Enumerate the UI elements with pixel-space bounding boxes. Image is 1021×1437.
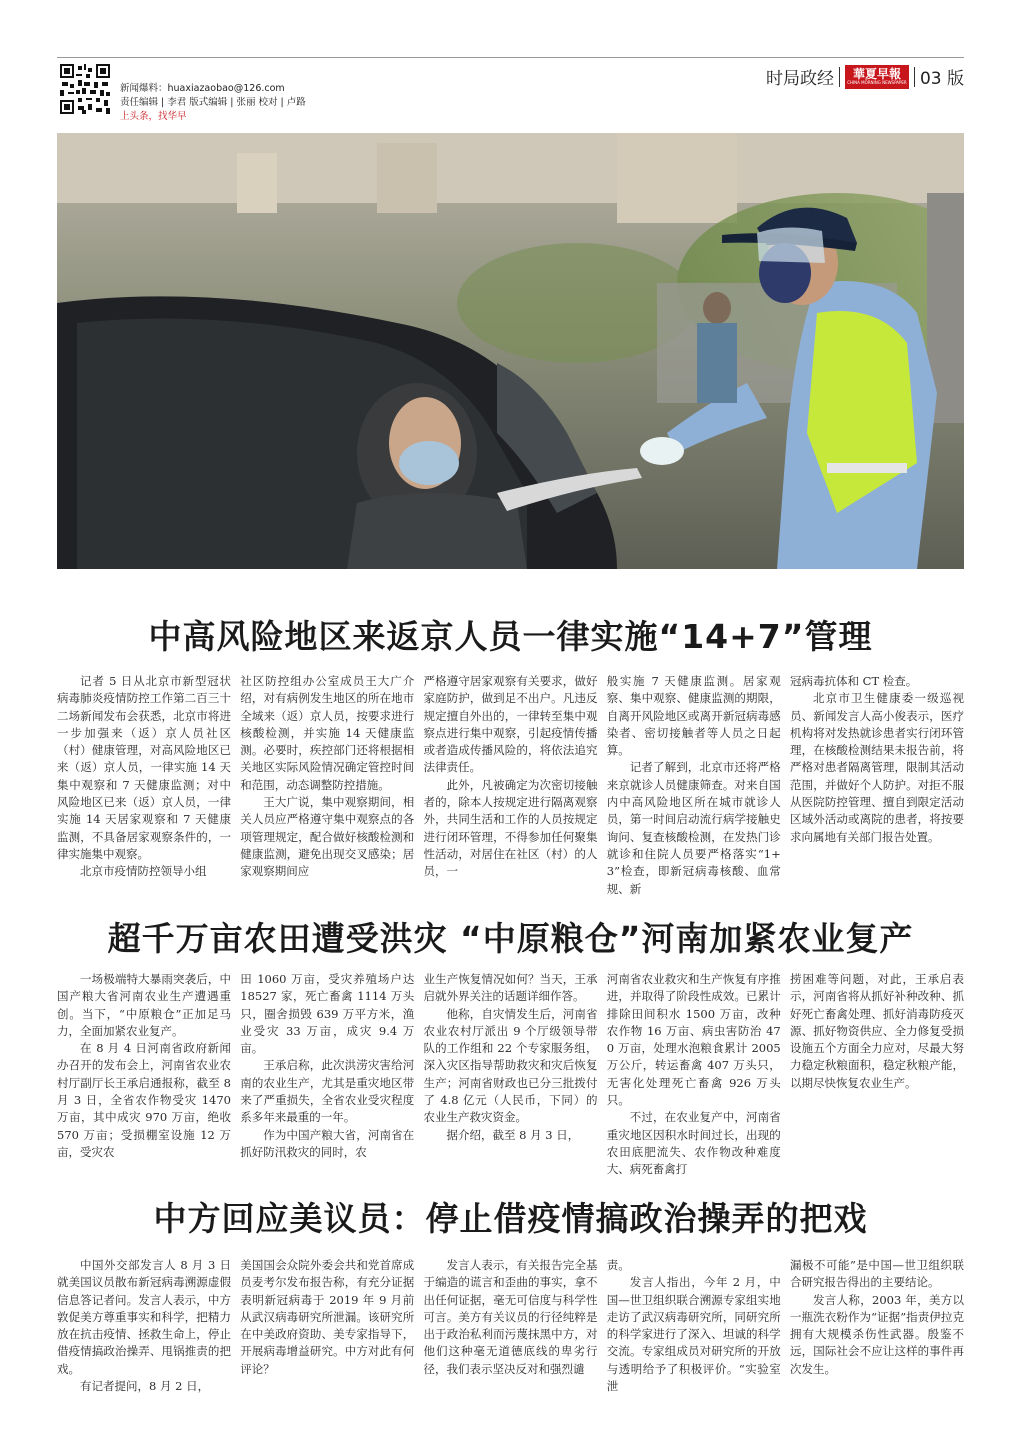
logo-en-text: CHINA MORNING NEWSPAPER — [847, 80, 907, 85]
paragraph: 不过，在农业复产中，河南省重灾地区因积水时间过长，出现的农田底肥流失、农作物改种难度大、病死畜禽打 — [606, 1110, 781, 1177]
article-column — [790, 1257, 964, 1395]
paragraph: 作为中国产粮大省，河南省在抓好防汛救灾的同时，农 — [240, 1127, 415, 1159]
paragraph: 业生产恢复情况如何？当天，王承启就外界关注的话题详细作答。 — [423, 972, 598, 1004]
paragraph: 责。 — [606, 1258, 630, 1272]
article-column — [424, 971, 598, 1179]
paragraph: 发言人表示，有关报告完全基于编造的谎言和歪曲的事实，拿不出任何证据，毫无可信度与科学性可言。美方有关议员的行径纯粹是出于政治私利而污蔑抹黑中方，对他们这种毫无道德底线的卑劣行径，我们表示坚决反对和强烈谴 — [423, 1258, 598, 1376]
top-rule — [57, 57, 964, 58]
article-column — [240, 971, 414, 1179]
paragraph: 王承启称，此次洪涝灾害给河南的农业生产，尤其是重灾地区带来了严重损失，全省农业受灾程度系多年来最重的一年。 — [240, 1058, 415, 1125]
article-column — [607, 1257, 781, 1395]
paragraph: 冠病毒抗体和 CT 检查。 — [790, 674, 918, 688]
page-number: 03 版 — [919, 69, 964, 89]
editors-line: 责任编辑 | 李君 版式编辑 | 张丽 校对 | 卢路 — [120, 97, 306, 108]
paragraph: 记者 5 日从北京市新型冠状病毒肺炎疫情防控工作第二百三十二场新闻发布会获悉，北京市将进一步加强来（返）京人员社区（村）健康管理，对高风险地区已来（返）京人员，一律实施 14 天集中观察和 7 天健康监测；对中风险地区已来（返）京人员，一律实施 14 天居家观察和 7 天健康监测，不具备居家观察条件的，一律实施集中观察。 — [57, 674, 231, 861]
paragraph: 据介绍，截至 8 月 3 日， — [446, 1127, 580, 1142]
article-2 — [57, 971, 964, 1179]
article-column — [607, 673, 781, 898]
divider — [839, 67, 840, 87]
article-3 — [57, 1257, 964, 1395]
paragraph: 漏极不可能”是中国—世卫组织联合研究报告得出的主要结论。 — [790, 1258, 964, 1290]
paragraph: 美国国会众院外委会共和党首席成员麦考尔发布报告称，有充分证据表明新冠病毒于 2019 年 9 月前从武汉病毒研究所泄漏。该研究所在中美政府资助、美专家指导下，开展病毒增益研究。中方对此有何评论？ — [240, 1258, 415, 1376]
article-column — [240, 673, 414, 898]
article-column — [607, 971, 781, 1179]
article-1 — [57, 673, 964, 898]
paragraph: 田 1060 万亩，受灾养殖场户达 18527 家，死亡畜禽 1114 万头只，圈舍损毁 639 万平方米，渔业受灾 33 万亩，成灾 9.4 万亩。 — [240, 972, 415, 1056]
paragraph: 此外，凡被确定为次密切接触者的，除本人按规定进行隔离观察外，共同生活和工作的人员按规定进行闭环管理，不得参加任何聚集性活动，对居住在社区（村）的人员，一 — [423, 777, 598, 879]
paragraph: 记者了解到，北京市还将严格来京就诊人员健康筛查。对来自国内中高风险地区所在城市就诊人员，第一时间启动流行病学接触史询问、复查核酸检测，在发热门诊就诊和住院人员要严格落实“1+3”检查，即新冠病毒核酸、血常规、新 — [606, 760, 781, 896]
paragraph: 发言人指出，今年 2 月，中国—世卫组织联合溯源专家组实地走访了武汉病毒研究所，同研究所的科学家进行了深入、坦诚的科学交流。专家组成员对研究所的开放与透明给予了积极评价。“实验室泄 — [606, 1275, 781, 1394]
headline-3: 中方回应美议员：停止借疫情搞政治操弄的把戏 — [153, 1199, 868, 1238]
paragraph: 严格遵守居家观察有关要求，做好家庭防护，做到足不出户。凡违反规定擅自外出的，一律转至集中观察点进行集中观察，引起疫情传播或者造成传播风险的，将依法追究法律责任。 — [423, 674, 598, 775]
paragraph: 发言人称，2003 年，美方以一瓶洗衣粉作为“证据”指责伊拉克拥有大规模杀伤性武器。殷鉴不远，国际社会不应让这样的事件再次发生。 — [790, 1292, 964, 1376]
section-header — [766, 64, 964, 89]
paragraph: 有记者提问，8 月 2 日， — [80, 1379, 210, 1394]
qr-code-icon — [60, 64, 110, 114]
masthead-info — [120, 82, 306, 124]
divider — [914, 67, 915, 87]
article-column — [424, 1257, 598, 1395]
paragraph: 一场极端特大暴雨突袭后，中国产粮大省河南农业生产遭遇重创。当下，“中原粮仓”正加足马力，全面加紧农业复产。 — [57, 972, 231, 1038]
article-column — [790, 673, 964, 898]
paragraph: 北京市疫情防控领导小组 — [80, 864, 207, 879]
article-column — [790, 971, 964, 1179]
paragraph: 他称，自灾情发生后，河南省农业农村厅派出 9 个厅级领导带队的工作组和 22 个专家服务组，深入灾区指导帮助救灾和灾后恢复生产；河南省财政也已分三批拨付了 4.8 亿元（人民币，下同）的农业生产救灾资金。 — [423, 1006, 598, 1125]
article-column — [424, 673, 598, 898]
paragraph: 社区防控组办公室成员王大广介绍，对有病例发生地区的所在地市全域来（返）京人员，按要求进行核酸检测，并实施 14 天健康监测。必要时，疾控部门还将根据相关地区实际风险情况确定管控时间和范围，动态调整防控措施。 — [240, 674, 415, 792]
paragraph: 河南省农业救灾和生产恢复有序推进，并取得了阶段性成效。已累计排除田间积水 1500 万亩，改种农作物 16 万亩、病虫害防治 470 万亩，处理水泡粮食累计 2005 万公斤，转运畜禽 407 万头只，无害化处理死亡畜禽 926 万头只。 — [606, 972, 781, 1108]
headline-2: 超千万亩农田遭受洪灾 “中原粮仓”河南加紧农业复产 — [107, 919, 914, 958]
paragraph: 北京市卫生健康委一级巡视员、新闻发言人高小俊表示，医疗机构将对发热就诊患者实行闭环管理，在核酸检测结果未报告前，将严格对患者隔离管理，限制其活动范围，并做好个人防护。对拒不服从医院防控管理、擅自到限定活动区域外活动或离院的患者，将按要求向属地有关部门报告处置。 — [790, 691, 964, 844]
paragraph: 王大广说，集中观察期间，相关人员应严格遵守集中观察点的各项管理规定，配合做好核酸检测和健康监测，避免出现交叉感染；居家观察期间应 — [240, 795, 415, 879]
article-column — [57, 1257, 231, 1395]
paragraph: 般实施 7 天健康监测。居家观察、集中观察、健康监测的期限，自离开风险地区或离开新冠病毒感染者、密切接触者等人员之日起算。 — [606, 674, 781, 758]
lead-photo — [57, 133, 964, 569]
paragraph: 中国外交部发言人 8 月 3 日就美国议员散布新冠病毒溯源虚假信息答记者问。发言人表示，中方敦促美方尊重事实和科学，把精力放在抗击疫情、拯救生命上，停止借疫情搞政治操弄、甩锅推责的把戏。 — [57, 1258, 231, 1376]
section-name: 时局政经 — [765, 69, 834, 89]
article-column — [57, 971, 231, 1179]
paragraph: 在 8 月 4 日河南省政府新闻办召开的发布会上，河南省农业农村厅副厅长王承启通报称，截至 8 月 3 日，全省农作物受灾 1470 万亩，其中成灾 970 万亩，绝收 570 万亩；受损棚室设施 12 万亩，受灾农 — [57, 1041, 231, 1159]
headline-1: 中高风险地区来返京人员一律实施“14+7”管理 — [148, 617, 873, 656]
article-column — [57, 673, 231, 898]
slogan: 上头条，找华早 — [120, 111, 187, 122]
tip-line: 新闻爆料：huaxiazaobao@126.com — [120, 83, 285, 94]
article-column — [240, 1257, 414, 1395]
newspaper-logo — [845, 65, 909, 89]
logo-text: 華夏早報 — [852, 67, 901, 81]
paragraph: 捞困难等问题，对此，王承启表示，河南省将从抓好补种改种、抓好死亡畜禽处理、抓好消毒防疫灭源、抓好物资供应、全力修复受损设施五个方面全力应对，尽最大努力稳定秋粮面积，稳定秋粮产能，以期尽快恢复农业生产。 — [790, 972, 964, 1090]
